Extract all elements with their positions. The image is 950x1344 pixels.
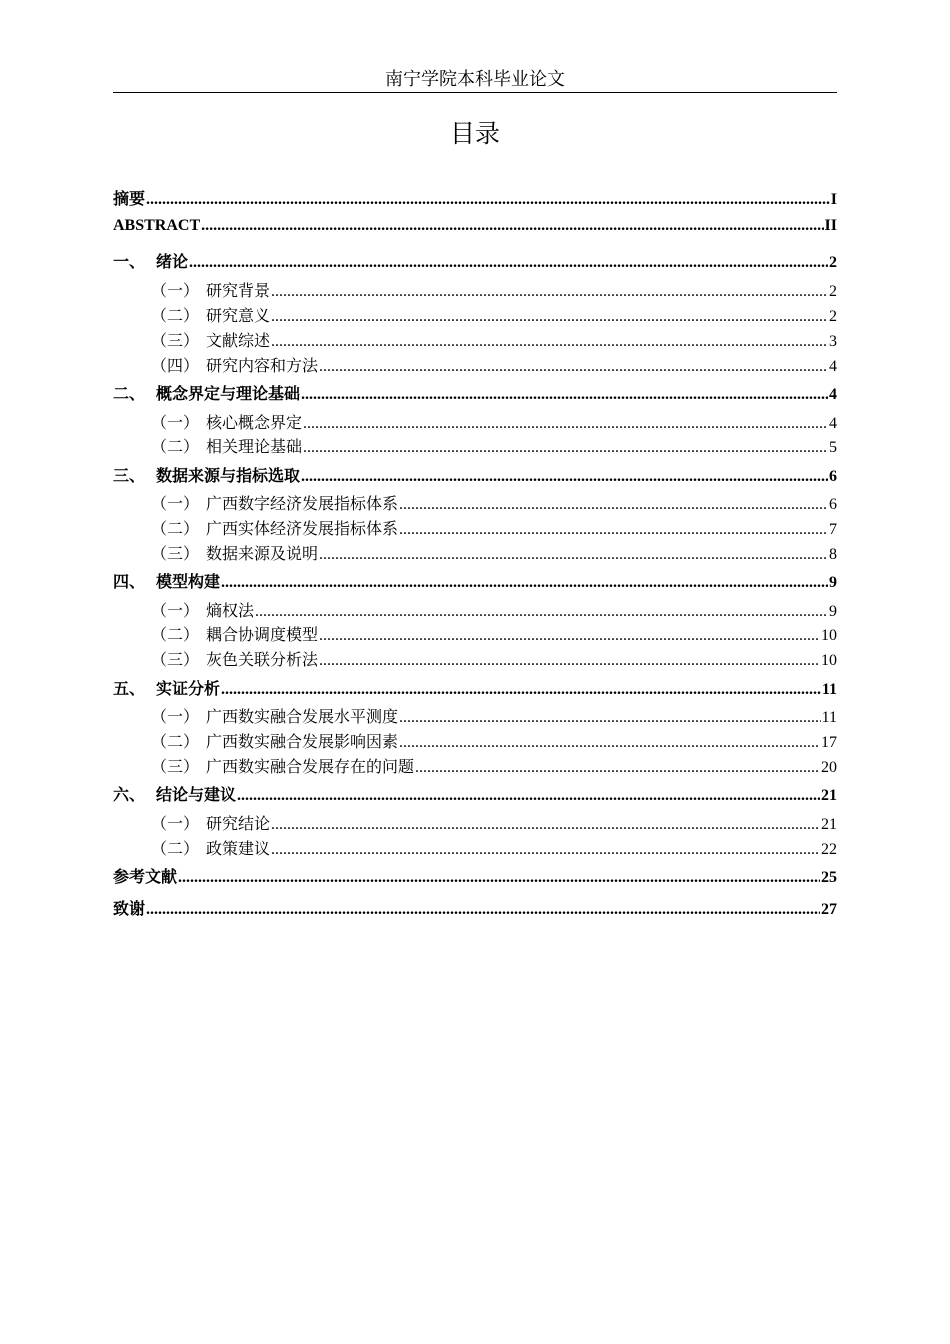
toc-leader-dots <box>237 787 820 805</box>
toc-entry[interactable] <box>113 647 837 670</box>
toc-entry-number: （一） <box>151 415 200 432</box>
toc-entry-page: 2 <box>829 283 837 300</box>
toc-entry-page: 22 <box>821 841 837 858</box>
toc-entry-number: 三、 <box>113 468 146 485</box>
toc-leader-dots <box>399 734 820 752</box>
toc-entry-page: 3 <box>829 333 837 350</box>
toc-entry[interactable] <box>113 381 837 404</box>
toc-entry-number: （三） <box>151 652 200 669</box>
toc-entry-label: 研究背景 <box>206 283 271 300</box>
toc-entry-page: 2 <box>829 308 837 325</box>
toc-entry-label: 结论与建议 <box>156 787 237 804</box>
page-header: 南宁学院本科毕业论文 <box>113 66 837 93</box>
toc-entry-page: 21 <box>821 816 837 833</box>
toc-entry-page: 4 <box>829 358 837 375</box>
toc-entry-number: 六、 <box>113 787 146 804</box>
toc-leader-dots <box>271 308 828 326</box>
toc-leader-dots <box>271 816 820 834</box>
toc-entry-page: 9 <box>829 574 837 591</box>
toc-entry-number: （二） <box>151 308 200 325</box>
toc-entry-number: 五、 <box>113 681 146 698</box>
toc-entry[interactable] <box>113 463 837 486</box>
toc-entry-number: 二、 <box>113 386 146 403</box>
toc-entry-label: 广西数实融合发展影响因素 <box>206 734 399 751</box>
toc-entry-label: 实证分析 <box>156 681 221 698</box>
toc-entry[interactable] <box>113 836 837 859</box>
toc-entry[interactable] <box>113 782 837 805</box>
toc-entry-page: 2 <box>829 254 837 271</box>
toc-entry-label: 灰色关联分析法 <box>206 652 319 669</box>
toc-entry-label: 研究意义 <box>206 308 271 325</box>
toc-entry-label: 研究结论 <box>206 816 271 833</box>
toc-leader-dots <box>146 901 820 919</box>
toc-leader-dots <box>271 283 828 301</box>
toc-entry[interactable] <box>113 622 837 645</box>
toc-entry-page: 10 <box>821 627 837 644</box>
toc-entry-label: 绪论 <box>156 254 189 271</box>
toc-leader-dots <box>399 709 821 727</box>
toc-entry-page: 11 <box>821 681 837 698</box>
toc-entry-page: 11 <box>821 709 837 726</box>
toc-entry-label: 广西数实融合发展存在的问题 <box>206 759 415 776</box>
toc-entry[interactable] <box>113 598 837 621</box>
toc-entry-number: （一） <box>151 496 200 513</box>
toc-entry-page: 6 <box>829 496 837 513</box>
toc-leader-dots <box>319 652 820 670</box>
toc-leader-dots <box>319 627 820 645</box>
toc-entry-page: 5 <box>829 439 837 456</box>
toc-entry[interactable] <box>113 896 837 919</box>
toc-leader-dots <box>301 386 828 404</box>
toc-entry[interactable] <box>113 811 837 834</box>
toc-leader-dots <box>301 468 828 486</box>
toc-entry[interactable] <box>113 729 837 752</box>
toc-entry[interactable] <box>113 303 837 326</box>
toc-leader-dots <box>255 603 828 621</box>
toc-entry[interactable] <box>113 676 837 699</box>
toc-entry-label: 模型构建 <box>156 574 221 591</box>
toc-entry[interactable] <box>113 217 837 235</box>
toc-entry-page: 21 <box>821 787 837 804</box>
toc-entry-page: 25 <box>821 869 837 886</box>
toc-entry-number: （四） <box>151 358 200 375</box>
toc-entry-label: 耦合协调度模型 <box>206 627 319 644</box>
toc-leader-dots <box>319 546 828 564</box>
toc-entry-label: 核心概念界定 <box>206 415 303 432</box>
toc-entry[interactable] <box>113 278 837 301</box>
toc-entry-page: 8 <box>829 546 837 563</box>
toc-entry-label: 文献综述 <box>206 333 271 350</box>
toc-entry-number: （三） <box>151 759 200 776</box>
toc-entry[interactable] <box>113 353 837 376</box>
toc-entry-number: 四、 <box>113 574 146 591</box>
toc-entry[interactable] <box>113 328 837 351</box>
toc-entry[interactable] <box>113 864 837 887</box>
toc-leader-dots <box>399 496 828 514</box>
toc-leader-dots <box>303 439 828 457</box>
toc-entry-label: 摘要 <box>113 191 146 208</box>
toc-leader-dots <box>146 191 830 209</box>
toc-entry-label: 研究内容和方法 <box>206 358 319 375</box>
toc-entry-page: 7 <box>829 521 837 538</box>
toc-entry-label: 致谢 <box>113 901 146 918</box>
toc-entry-page: II <box>824 217 837 234</box>
toc-leader-dots <box>178 869 820 887</box>
toc-entry[interactable] <box>113 516 837 539</box>
toc-entry-number: （二） <box>151 627 200 644</box>
toc-entry-number: （一） <box>151 283 200 300</box>
toc-entry-page: 10 <box>821 652 837 669</box>
toc-entry-label: 数据来源及说明 <box>206 546 319 563</box>
toc-leader-dots <box>221 574 828 592</box>
toc-entry-number: （二） <box>151 521 200 538</box>
toc-entry[interactable] <box>113 754 837 777</box>
toc-entry-label: 广西数实融合发展水平测度 <box>206 709 399 726</box>
toc-entry-page: 4 <box>829 415 837 432</box>
toc-entry-page: 4 <box>829 386 837 403</box>
toc-entry-number: （三） <box>151 546 200 563</box>
toc-entry-number: （一） <box>151 603 200 620</box>
toc-entry-label: 数据来源与指标选取 <box>156 468 301 485</box>
toc-leader-dots <box>415 759 820 777</box>
toc-entry-page: 9 <box>829 603 837 620</box>
toc-entry-number: （三） <box>151 333 200 350</box>
toc-leader-dots <box>221 681 821 699</box>
toc-entry-number: 一、 <box>113 254 146 271</box>
toc-entry-label: 政策建议 <box>206 841 271 858</box>
toc-leader-dots <box>271 841 820 859</box>
toc-title: 目录 <box>449 119 500 148</box>
toc-entry[interactable] <box>113 434 837 457</box>
toc-leader-dots <box>271 333 828 351</box>
toc-entry-page: 20 <box>821 759 837 776</box>
toc-entry[interactable] <box>113 569 837 592</box>
toc-entry-label: 参考文献 <box>113 869 178 886</box>
toc-entry-number: （一） <box>151 709 200 726</box>
toc-entry-page: 17 <box>821 734 837 751</box>
toc-entry-label: 概念界定与理论基础 <box>156 386 301 403</box>
toc-leader-dots <box>201 217 823 235</box>
toc-entry[interactable] <box>113 186 837 209</box>
toc-entry-number: （二） <box>151 439 200 456</box>
toc-entry-number: （一） <box>151 816 200 833</box>
toc-entry-label: ABSTRACT <box>113 217 201 234</box>
toc-entry[interactable] <box>113 491 837 514</box>
toc-leader-dots <box>319 358 828 376</box>
toc-entry-label: 广西实体经济发展指标体系 <box>206 521 399 538</box>
toc-leader-dots <box>189 254 828 272</box>
toc-entry-label: 熵权法 <box>206 603 255 620</box>
toc-entry[interactable] <box>113 541 837 564</box>
toc-entry-page: 27 <box>821 901 837 918</box>
toc-entry-number: （二） <box>151 841 200 858</box>
toc-leader-dots <box>303 415 828 433</box>
toc-entry[interactable] <box>113 410 837 433</box>
toc-entry-label: 广西数字经济发展指标体系 <box>206 496 399 513</box>
toc-entry[interactable] <box>113 704 837 727</box>
toc-entry-label: 相关理论基础 <box>206 439 303 456</box>
toc-entry-page: I <box>830 191 837 208</box>
toc-entry-page: 6 <box>829 468 837 485</box>
toc-entry[interactable] <box>113 249 837 272</box>
toc-entry-number: （二） <box>151 734 200 751</box>
toc-leader-dots <box>399 521 828 539</box>
